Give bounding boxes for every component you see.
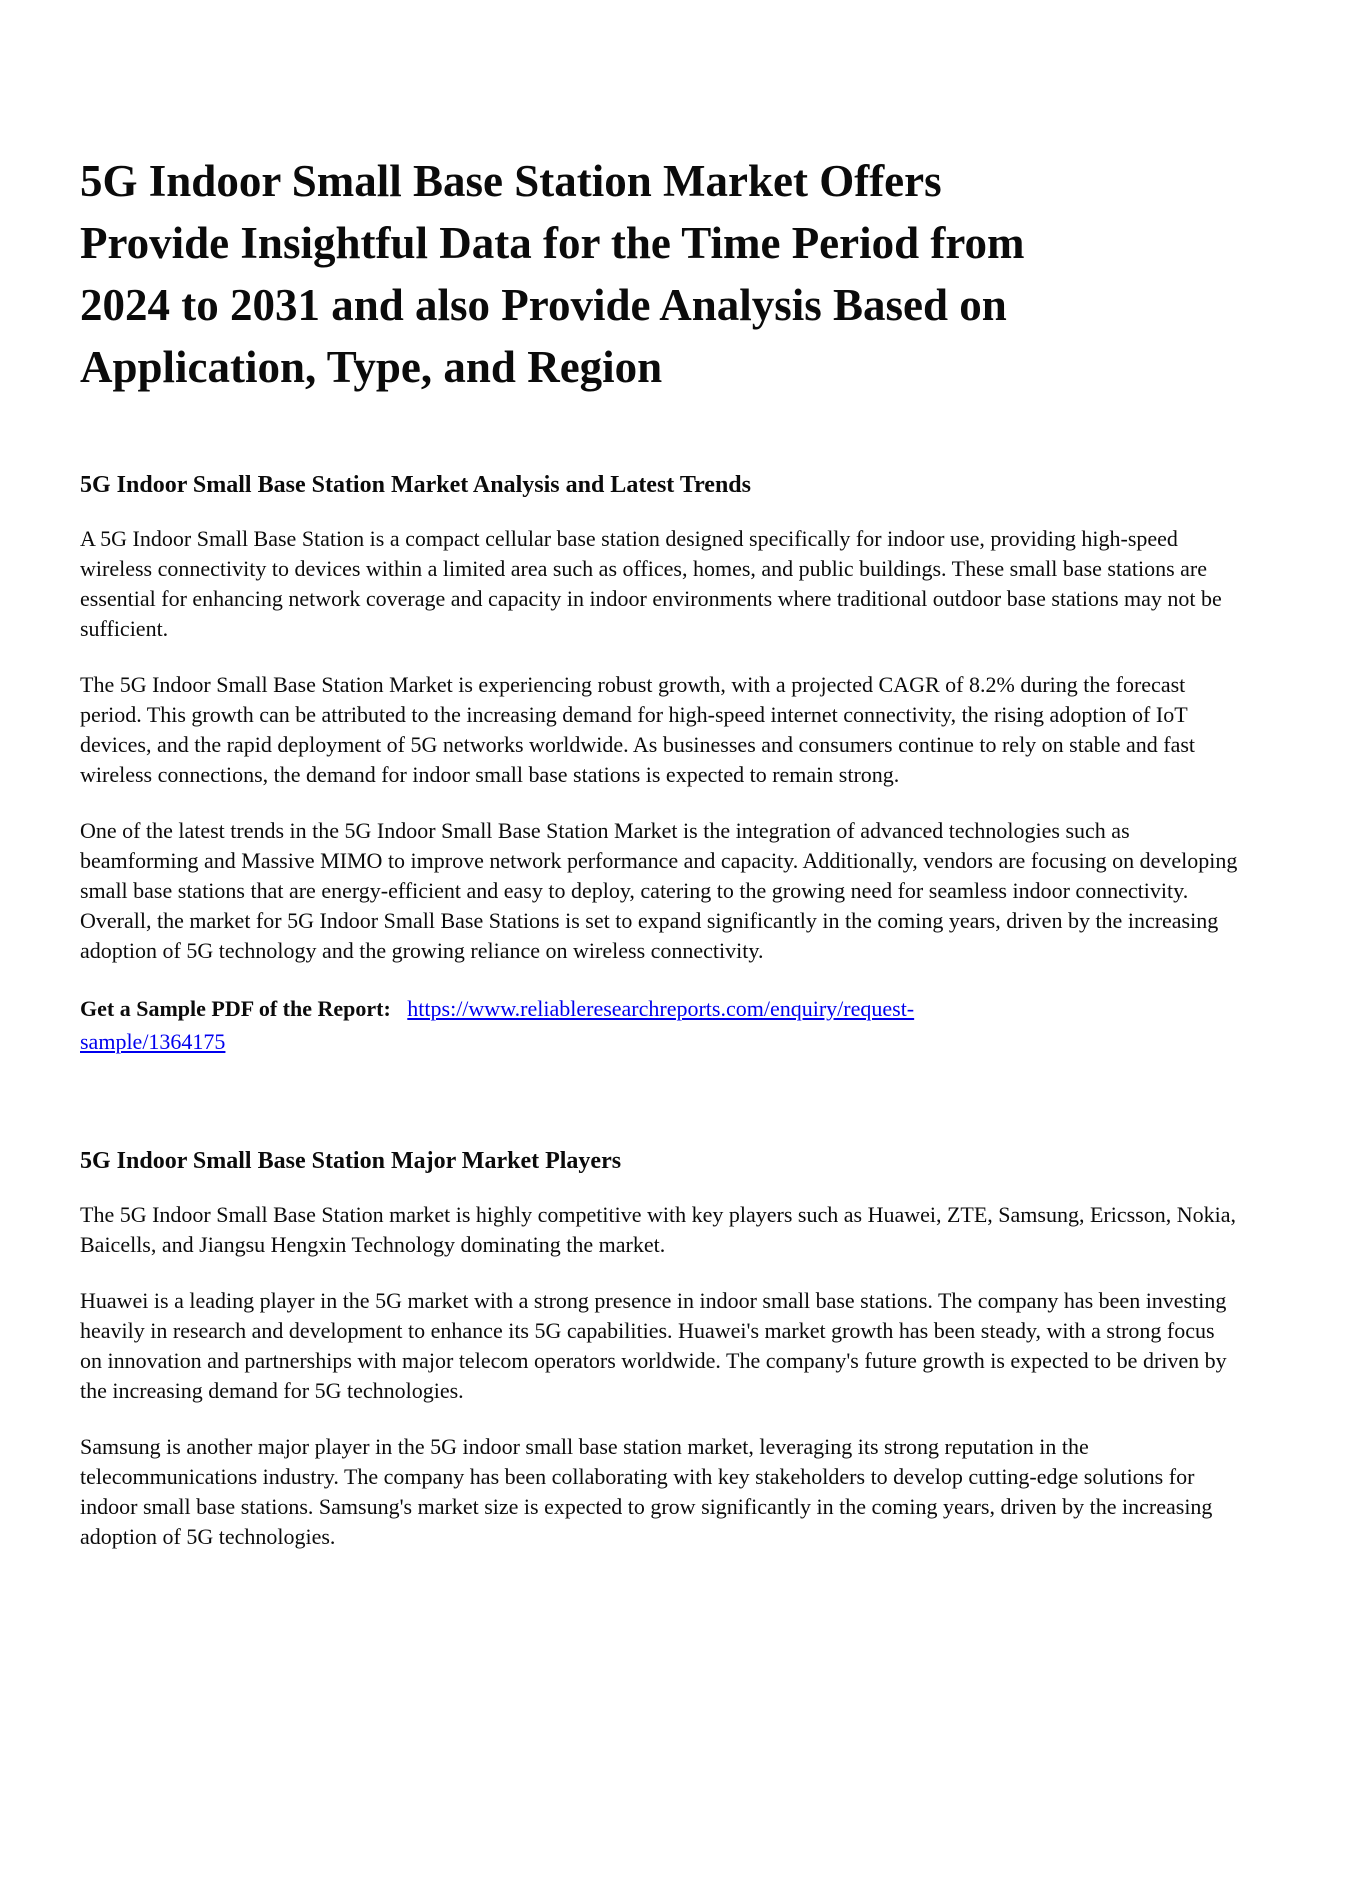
paragraph-latest-trends: One of the latest trends in the 5G Indoor Small Base Station Market is the integration of advanced technologies such as beamforming and Massive MIMO to improve network performance and capacity. Additionally, vendors are focusing on developing small base stations that are energy-efficient and easy to deploy, catering to the growing need for seamless indoor connectivity. Overall, the market for 5G Indoor Small Base Stations is set to expand significantly in the coming years, driven by the increasing adoption of 5G technology and the growing reliance on wireless connectivity. [80, 818, 1238, 963]
sample-report-link-line-2[interactable]: sample/1364175 [80, 1029, 226, 1054]
page-title-line-2: Provide Insightful Data for the Time Period from [80, 218, 1025, 268]
sample-report-link-line-1[interactable]: https://www.reliableresearchreports.com/enquiry/request- [407, 996, 915, 1021]
page-title [80, 150, 1240, 398]
label-link-spacer [396, 996, 402, 1021]
page-title-line-1: 5G Indoor Small Base Station Market Offers [80, 156, 942, 206]
sample-pdf-label: Get a Sample PDF of the Report: [80, 996, 391, 1021]
page-title-line-3: 2024 to 2031 and also Provide Analysis Based on [80, 280, 1007, 330]
paragraph-market-growth: The 5G Indoor Small Base Station Market is experiencing robust growth, with a projected CAGR of 8.2% during the forecast period. This growth can be attributed to the increasing demand for high-speed internet connectivity, the rising adoption of IoT devices, and the rapid deployment of 5G networks worldwide. As businesses and consumers continue to rely on stable and fast wireless connections, the demand for indoor small base stations is expected to remain strong. [80, 672, 1196, 787]
section-heading-analysis-trends: 5G Indoor Small Base Station Market Analysis and Latest Trends [80, 472, 751, 498]
sample-pdf-cta [80, 992, 1240, 1058]
section-heading-major-market-players: 5G Indoor Small Base Station Major Market Players [80, 1148, 622, 1174]
paragraph-competitive-landscape: The 5G Indoor Small Base Station market is highly competitive with key players such as Huawei, ZTE, Samsung, Ericsson, Nokia, Baicells, and Jiangsu Hengxin Technology dominating the market. [80, 1202, 1237, 1257]
paragraph-huawei: Huawei is a leading player in the 5G market with a strong presence in indoor small base stations. The company has been investing heavily in research and development to enhance its 5G capabilities. Huawei's market growth has been steady, with a strong focus on innovation and partnerships with major telecom operators worldwide. The company's future growth is expected to be driven by the increasing demand for 5G technologies. [80, 1288, 1227, 1403]
paragraph-samsung: Samsung is another major player in the 5G indoor small base station market, leveraging its strong reputation in the telecommunications industry. The company has been collaborating with key stakeholders to develop cutting-edge solutions for indoor small base stations. Samsung's market size is expected to grow significantly in the coming years, driven by the increasing adoption of 5G technologies. [80, 1434, 1213, 1549]
paragraph-definition: A 5G Indoor Small Base Station is a compact cellular base station designed specifically for indoor use, providing high-speed wireless connectivity to devices within a limited area such as offices, homes, and public buildings. These small base stations are essential for enhancing network coverage and capacity in indoor environments where traditional outdoor base stations may not be sufficient. [80, 526, 1222, 641]
page-title-line-4: Application, Type, and Region [80, 342, 663, 392]
